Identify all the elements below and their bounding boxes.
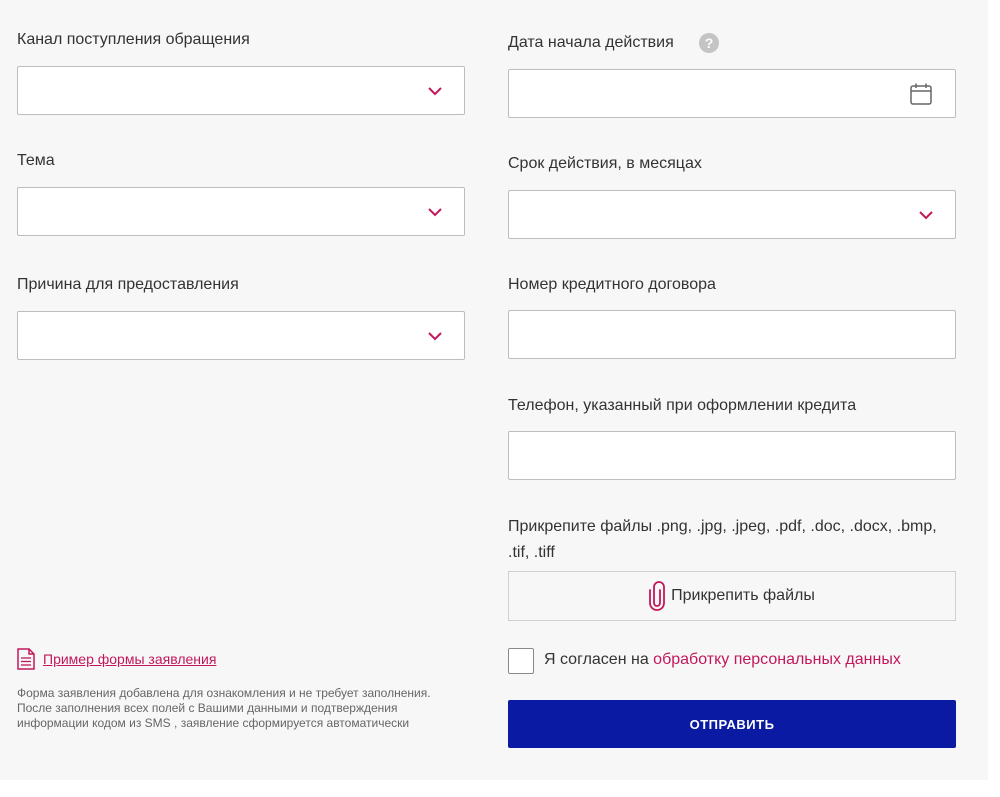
topic-select[interactable] <box>17 187 465 236</box>
duration-select[interactable] <box>508 190 956 239</box>
phone-input[interactable] <box>508 431 956 480</box>
calendar-icon[interactable] <box>909 82 933 106</box>
note-line: Форма заявления добавлена для ознакомления и не требует заполнения. <box>17 686 431 700</box>
topic-label: Тема <box>17 152 55 169</box>
phone-label: Телефон, указанный при оформлении кредита <box>508 397 857 414</box>
start-date-label: Дата начала действия <box>508 34 674 51</box>
channel-select[interactable] <box>17 66 465 115</box>
chevron-down-icon <box>428 329 442 343</box>
consent-text <box>544 651 901 669</box>
chevron-down-icon <box>919 208 933 222</box>
contract-number-label: Номер кредитного договора <box>508 276 716 293</box>
chevron-down-icon <box>428 205 442 219</box>
chevron-down-icon <box>428 84 442 98</box>
document-icon <box>17 648 35 670</box>
note-line: После заполнения всех полей с Вашими данными и подтверждения <box>17 701 398 715</box>
paperclip-icon <box>649 581 665 611</box>
attach-label: Прикрепите файлы .png, .jpg, .jpeg, .pdf, .doc, .docx, .bmp, .tif, .tiff <box>508 518 937 561</box>
help-icon[interactable]: ? <box>699 33 719 53</box>
contract-number-input[interactable] <box>508 310 956 359</box>
consent-checkbox[interactable] <box>508 648 534 674</box>
start-date-input[interactable] <box>508 69 956 118</box>
attach-files-button[interactable] <box>508 571 956 621</box>
reason-select[interactable] <box>17 311 465 360</box>
form-note <box>17 686 477 731</box>
consent-prefix: Я согласен на <box>544 651 649 668</box>
reason-label: Причина для предоставления <box>17 276 239 293</box>
personal-data-link[interactable]: обработку персональных данных <box>653 651 901 668</box>
attach-files-label: Прикрепить файлы <box>671 587 815 604</box>
duration-label: Срок действия, в месяцах <box>508 155 702 172</box>
sample-form <box>17 648 216 670</box>
sample-form-link[interactable]: Пример формы заявления <box>43 651 217 667</box>
submit-button[interactable]: ОТПРАВИТЬ <box>508 700 956 748</box>
channel-label: Канал поступления обращения <box>17 31 250 48</box>
note-line: информации кодом из SMS , заявление сформируется автоматически <box>17 716 410 730</box>
